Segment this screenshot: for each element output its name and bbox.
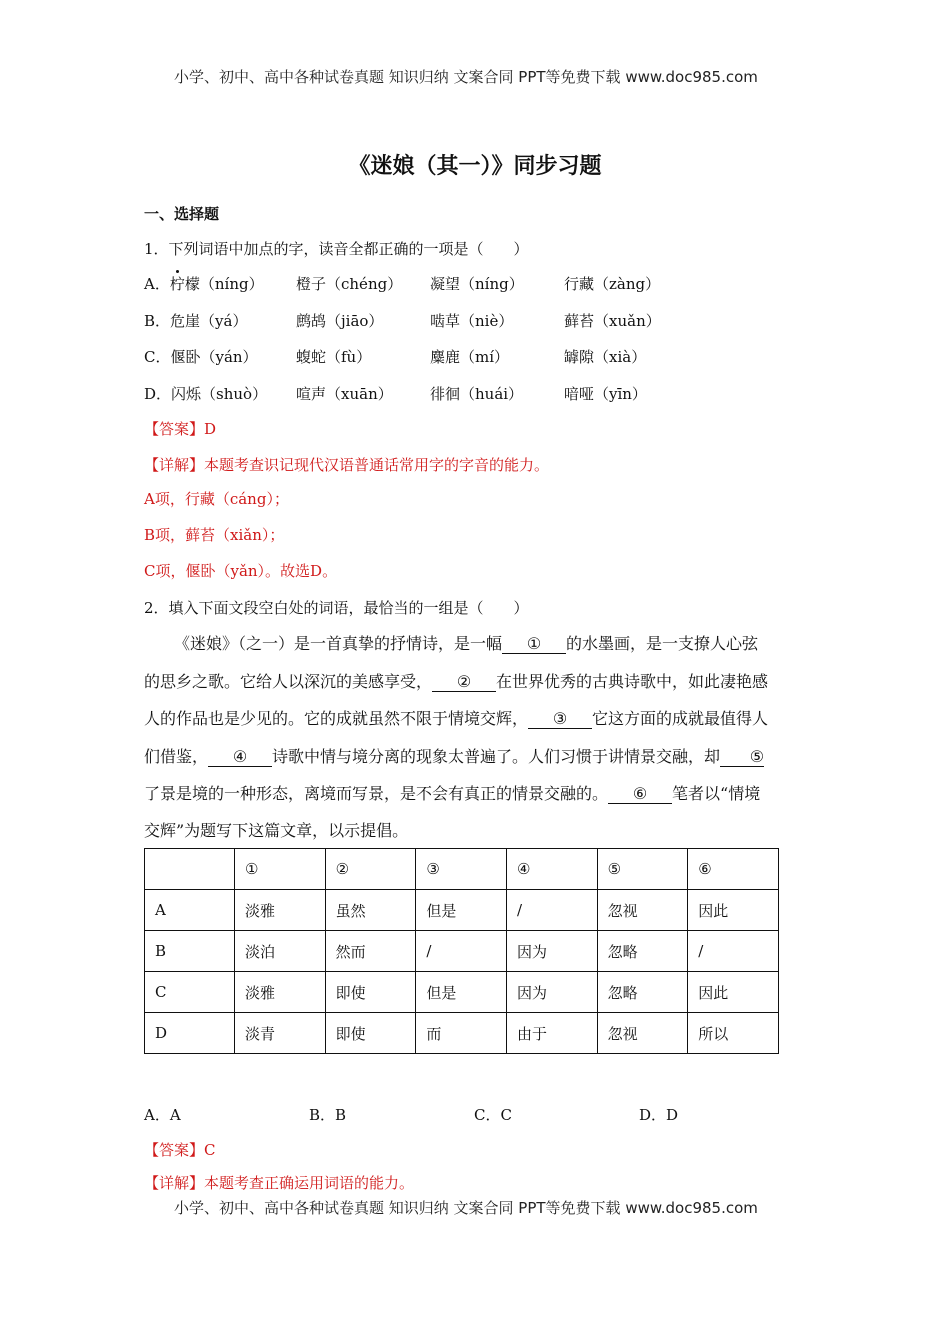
q1-option-b-word-1: B．危崖（yá） [144, 312, 248, 330]
q1-detail: 【详解】本题考查识记现代汉语普通话常用字的字音的能力。 [144, 456, 550, 474]
q2-choice-d: D．D [639, 1106, 679, 1124]
table-cell: 忽略 [597, 972, 688, 1013]
footer-banner: 小学、初中、高中各种试卷真题 知识归纳 文案合同 PPT等免费下载 www.doc985.com [174, 1199, 758, 1217]
table-cell: 但是 [416, 972, 507, 1013]
header-banner: 小学、初中、高中各种试卷真题 知识归纳 文案合同 PPT等免费下载 www.doc985.com [174, 68, 758, 86]
q2-choice-c: C．C [474, 1106, 512, 1124]
q1-option-a-word-3: 凝望（níng） [430, 275, 524, 293]
blank-6: ⑥ [608, 784, 672, 804]
table-cell: 而 [416, 1013, 507, 1054]
q1-option-a-word-2: 橙子（chéng） [296, 275, 403, 293]
section-heading: 一、选择题 [144, 205, 220, 223]
q1-option-c-word-3: 麋鹿（mí） [430, 348, 510, 366]
question-2-stem: 2．填入下面文段空白处的词语，最恰当的一组是（ ） [144, 599, 529, 617]
table-cell: 淡雅 [235, 890, 326, 931]
q2-passage-line-2: 的思乡之歌。它给人以深沉的美感享受， ② 在世界优秀的古典诗歌中，如此凄艳感 [144, 672, 769, 691]
table-cell: / [506, 890, 597, 931]
table-cell: 但是 [416, 890, 507, 931]
q1-option-b-word-2: 鹧鸪（jiāo） [296, 312, 384, 330]
table-cell: ③ [416, 849, 507, 890]
table-cell: 因为 [506, 972, 597, 1013]
q1-note-a: A项，行藏（cáng）； [144, 490, 289, 508]
blank-2: ② [432, 672, 496, 692]
table-cell: 因此 [688, 890, 779, 931]
q2-choice-a: A．A [144, 1106, 181, 1124]
table-cell: ④ [506, 849, 597, 890]
q1-option-c-word-4: 罅隙（xià） [564, 348, 647, 366]
table-cell: 因此 [688, 972, 779, 1013]
q2-passage-line-4: 们借鉴， ④ 诗歌中情与境分离的现象太普遍了。人们习惯于讲情景交融，却 ⑤ [144, 747, 765, 766]
question-1-stem: 1．下列词语中加点的字，读音全都正确的一项是（ ） [144, 240, 529, 258]
q1-option-d-word-1: D．闪烁（shuò） [144, 385, 268, 403]
q2-passage-line-6: 交辉”为题写下这篇文章，以示提倡。 [144, 821, 409, 840]
blank-1: ① [502, 634, 566, 654]
blank-4: ④ [208, 747, 272, 767]
table-cell: D [145, 1013, 235, 1054]
table-row [145, 1013, 779, 1054]
blank-5: ⑤ [720, 747, 764, 767]
blank-3: ③ [528, 709, 592, 729]
table-cell: 淡青 [235, 1013, 326, 1054]
table-cell: 由于 [506, 1013, 597, 1054]
page-title: 《迷娘（其一）》同步习题 [348, 154, 602, 179]
q2-options-table [144, 848, 779, 1054]
table-cell: 忽略 [597, 931, 688, 972]
q1-option-c-word-1: C．偃卧（yán） [144, 348, 258, 366]
q1-option-d-word-2: 喧声（xuān） [296, 385, 393, 403]
q2-detail: 【详解】本题考查正确运用词语的能力。 [144, 1174, 415, 1192]
q1-note-c: C项，偃卧（yǎn）。故选D。 [144, 562, 338, 580]
q2-passage-line-3: 人的作品也是少见的。它的成就虽然不限于情境交辉， ③ 它这方面的成就最值得人 [144, 709, 769, 728]
table-cell: ② [325, 849, 416, 890]
table-cell: ⑥ [688, 849, 779, 890]
table-row [145, 931, 779, 972]
table-cell: 虽然 [325, 890, 416, 931]
q1-option-a-word-4: 行藏（zàng） [564, 275, 661, 293]
table-cell: 忽视 [597, 890, 688, 931]
q2-passage-line-5: 了景是境的一种形态，离境而写景，是不会有真正的情景交融的。 ⑥ 笔者以“情境 [144, 784, 761, 803]
q2-choice-b: B．B [309, 1106, 347, 1124]
q1-option-b-word-3: 啮草（niè） [430, 312, 514, 330]
q2-answer: 【答案】C [144, 1141, 216, 1159]
table-cell [145, 849, 235, 890]
table-cell: 因为 [506, 931, 597, 972]
table-cell: ① [235, 849, 326, 890]
table-cell: 淡泊 [235, 931, 326, 972]
table-cell: B [145, 931, 235, 972]
table-cell: 淡雅 [235, 972, 326, 1013]
table-cell: 忽视 [597, 1013, 688, 1054]
table-cell: ⑤ [597, 849, 688, 890]
table-cell: 然而 [325, 931, 416, 972]
q1-option-d-word-4: 喑哑（yīn） [564, 385, 647, 403]
table-row [145, 972, 779, 1013]
table-cell: / [688, 931, 779, 972]
table-header-row [145, 849, 779, 890]
table-cell: / [416, 931, 507, 972]
q2-passage-line-1: 《迷娘》（之一）是一首真挚的抒情诗，是一幅 ① 的水墨画，是一支撩人心弦 [174, 634, 759, 653]
table-cell: 即使 [325, 972, 416, 1013]
q1-answer: 【答案】D [144, 420, 217, 438]
table-cell: 即使 [325, 1013, 416, 1054]
q1-option-d-word-3: 徘徊（huái） [430, 385, 524, 403]
q1-option-a-word-1: A．柠檬（níng） [144, 275, 264, 293]
table-cell: A [145, 890, 235, 931]
table-cell: C [145, 972, 235, 1013]
q1-option-b-word-4: 藓苔（xuǎn） [564, 312, 661, 330]
q1-option-c-word-2: 蝮蛇（fù） [296, 348, 372, 366]
table-row [145, 890, 779, 931]
table-cell: 所以 [688, 1013, 779, 1054]
q1-note-b: B项，藓苔（xiǎn）； [144, 526, 285, 544]
